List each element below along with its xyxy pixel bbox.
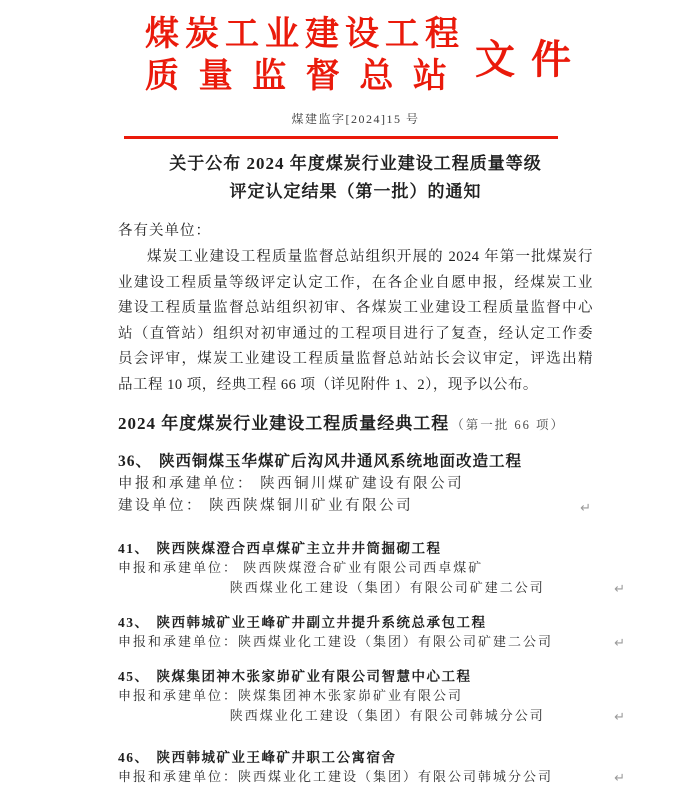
section-heading-note: （第一批 66 项） (451, 418, 566, 432)
return-mark-icon: ↵ (614, 636, 625, 651)
project-number: 36、 (118, 453, 153, 470)
project-unit-line: 陕西煤业化工建设（集团）有限公司矿建二公司 (229, 580, 545, 595)
salutation: 各有关单位： (118, 223, 211, 239)
project-units (118, 686, 593, 726)
project-unit-line: 建设单位： 陕西陕煤铜川矿业有限公司 (118, 498, 414, 514)
return-mark-icon: ↵ (614, 582, 625, 597)
project-item (118, 748, 625, 787)
document-content (0, 110, 697, 787)
project-name: 陕西韩城矿业王峰矿井副立井提升系统总承包工程 (156, 615, 487, 630)
paragraph-line: 品工程 10 项，经典工程 66 项（详见附件 1、2），现予以公布。 (118, 376, 538, 393)
project-title (118, 450, 593, 473)
project-name: 陕西韩城矿业王峰矿井职工公寓宿舍 (156, 750, 397, 765)
return-mark-icon: ↵ (614, 710, 625, 725)
project-unit-line: 申报和承建单位：陕西煤业化工建设（集团）有限公司矿建二公司 (118, 634, 554, 649)
paragraph-line: 业建设工程质量等级评定认定工作，在各企业自愿申报，经煤炭工业 (118, 274, 593, 291)
project-units (118, 632, 593, 652)
org-name-line1: 煤炭工业建设工程 (145, 16, 459, 53)
project-unit-line: 陕西煤业化工建设（集团）有限公司韩城分公司 (229, 708, 545, 723)
section-heading-text: 2024 年度煤炭行业建设工程质量经典工程 (118, 414, 450, 433)
project-name: 陕煤集团神木张家峁矿业有限公司智慧中心工程 (156, 669, 472, 684)
project-unit-line: 申报和承建单位：陕煤集团神木张家峁矿业有限公司 (118, 688, 464, 703)
paragraph-line: 员会评审，煤炭工业建设工程质量监督总站站长会议审定，评选出精 (118, 351, 593, 367)
project-units (118, 473, 593, 517)
project-item (118, 667, 625, 726)
paragraph-line: 建设工程质量监督总站组织初审、各煤炭工业建设工程质量监督中心 (118, 300, 593, 316)
document-title-line1: 关于公布 2024 年度煤炭行业建设工程质量等级 (169, 154, 542, 173)
project-number: 46、 (118, 750, 150, 765)
project-unit-line: 申报和承建单位： 陕西陕煤澄合矿业有限公司西卓煤矿 (118, 560, 484, 575)
return-mark-icon: ↵ (614, 771, 625, 786)
project-title (118, 667, 593, 686)
project-name: 陕西铜煤玉华煤矿后沟风井通风系统地面改造工程 (159, 453, 523, 470)
project-unit-line: 申报和承建单位： 陕西铜川煤矿建设有限公司 (118, 476, 465, 492)
project-number: 43、 (118, 615, 150, 630)
project-unit-line: 申报和承建单位：陕西煤业化工建设（集团）有限公司韩城分公司 (118, 769, 554, 784)
doc-type-label: 文件 (475, 36, 587, 82)
project-number: 45、 (118, 669, 150, 684)
project-item (118, 450, 593, 517)
project-number: 41、 (118, 541, 150, 556)
document-title (118, 150, 593, 206)
project-title (118, 613, 593, 632)
section-heading (118, 412, 593, 437)
letterhead (0, 0, 697, 98)
paragraph-line: 站（直管站）组织对初审通过的工程项目进行了复查，经认定工作委 (118, 325, 593, 342)
project-item (118, 539, 625, 598)
project-title (118, 748, 593, 767)
project-title (118, 539, 593, 558)
document-title-line2: 评定认定结果（第一批）的通知 (229, 182, 482, 201)
project-name: 陕西陕煤澄合西卓煤矿主立井井筒掘砌工程 (156, 541, 442, 556)
doc-number: 煤建监字[2024]15 号 (291, 112, 420, 126)
paragraph-line: 煤炭工业建设工程质量监督总站组织开展的 2024 年第一批煤炭行 (147, 249, 593, 265)
body-paragraph (118, 245, 593, 398)
return-mark-icon: ↵ (580, 501, 591, 516)
red-divider-line (124, 136, 558, 139)
project-list (118, 450, 625, 787)
issuing-org-name (145, 14, 459, 98)
project-units (118, 558, 593, 598)
project-item (118, 613, 625, 652)
project-units (118, 767, 593, 787)
org-name-line2: 质量监督总站 (145, 58, 459, 95)
